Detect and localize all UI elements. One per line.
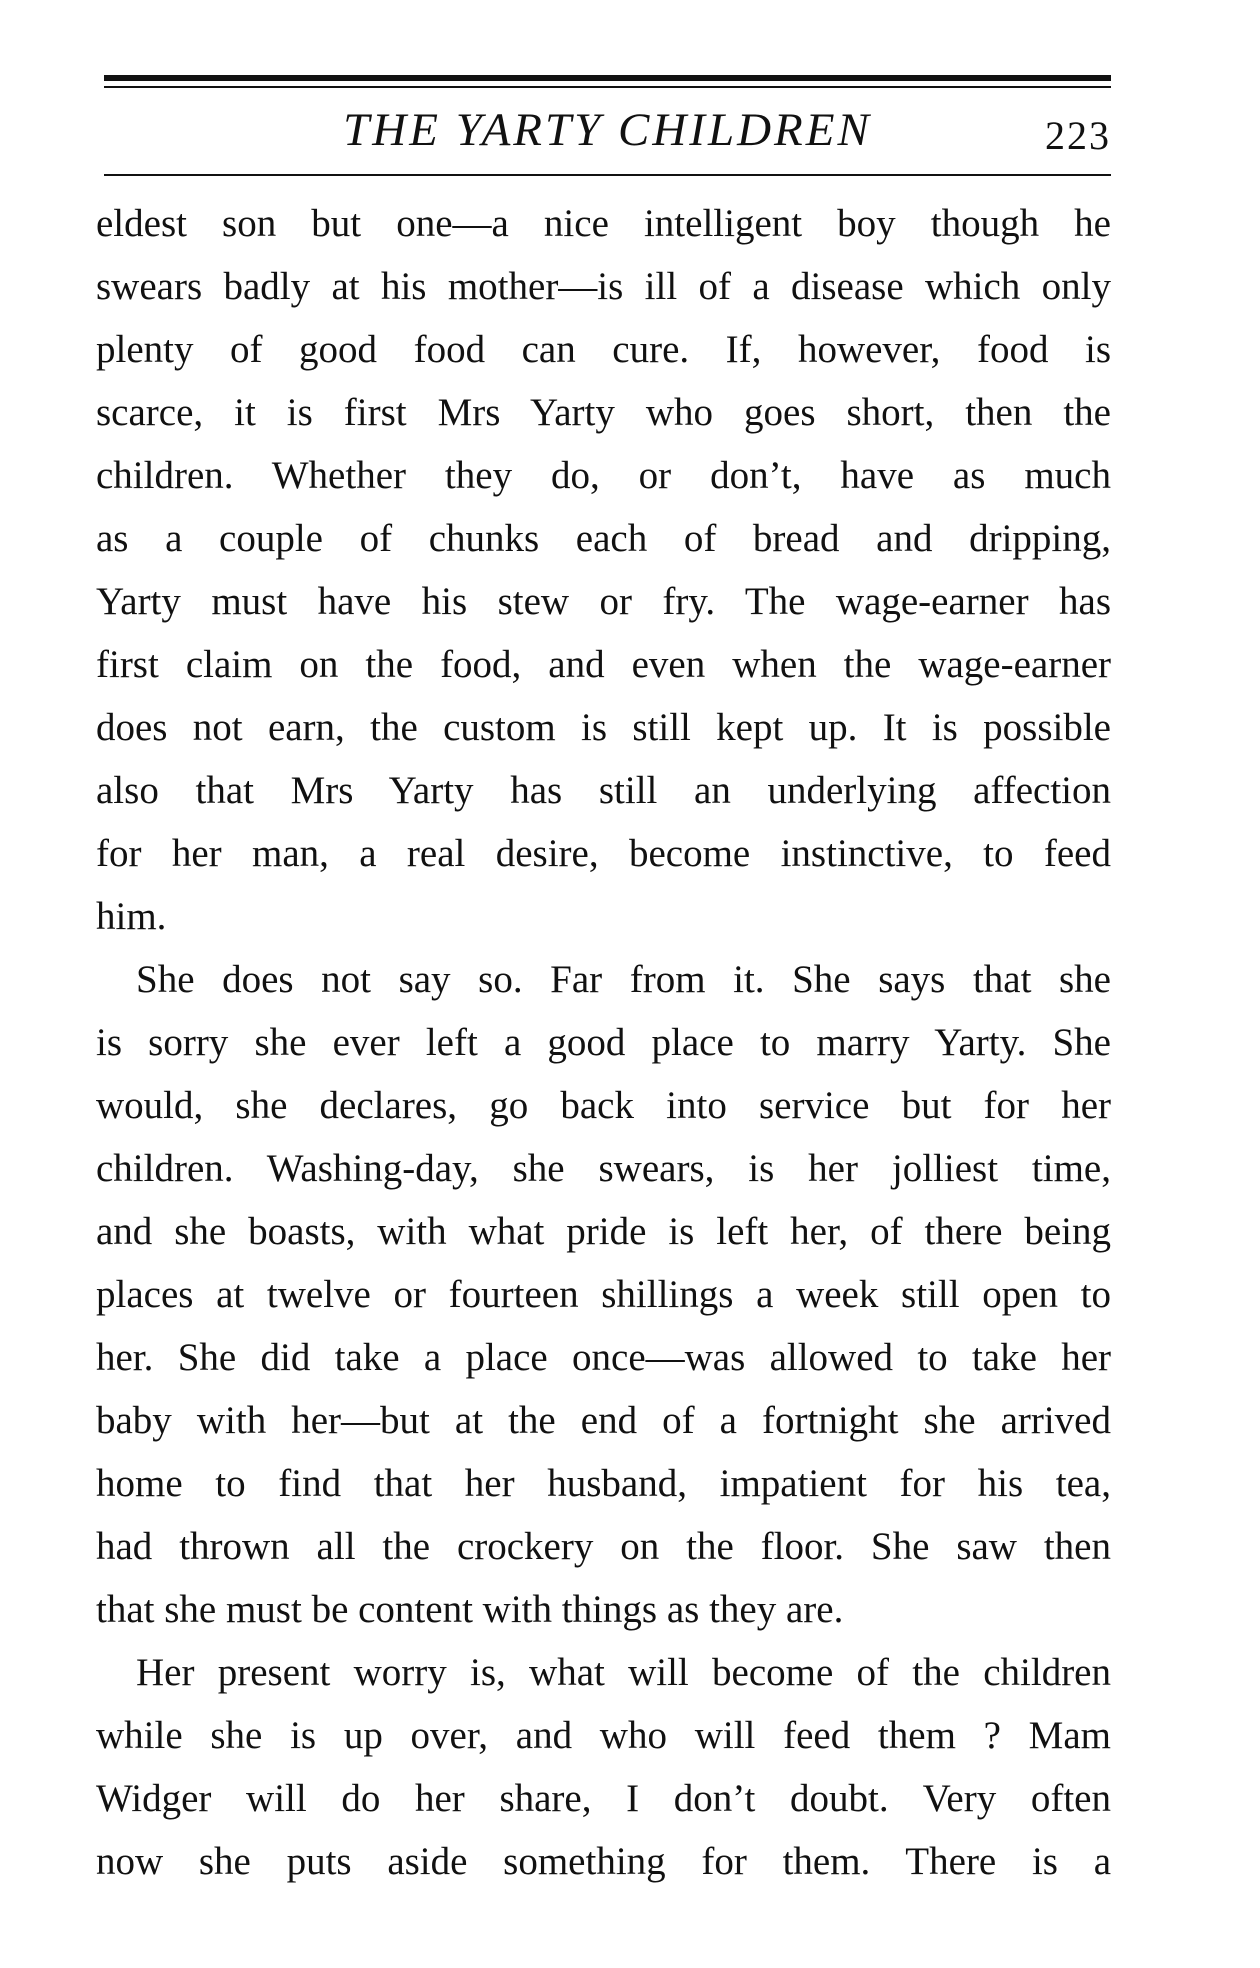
text-line: is sorry she ever left a good place to marry Yarty. She — [96, 1021, 1111, 1064]
text-line: She does not say so. Far from it. She says that she — [136, 958, 1111, 1001]
text-line: scarce, it is first Mrs Yarty who goes short, then the — [96, 391, 1111, 434]
text-line: for her man, a real desire, become instinctive, to feed — [96, 832, 1111, 875]
text-line: Yarty must have his stew or fry. The wage-earner has — [96, 580, 1111, 623]
text-line: baby with her—but at the end of a fortnight she arrived — [96, 1399, 1111, 1442]
text-line: also that Mrs Yarty has still an underlying affection — [96, 769, 1111, 812]
text-line: swears badly at his mother—is ill of a disease which only — [96, 265, 1111, 308]
text-line: Her present worry is, what will become of the children — [136, 1651, 1111, 1694]
text-line: as a couple of chunks each of bread and dripping, — [96, 517, 1111, 560]
text-line: home to find that her husband, impatient for his tea, — [96, 1462, 1111, 1505]
text-line: children. Washing-day, she swears, is her jolliest time, — [96, 1147, 1111, 1190]
text-line: Widger will do her share, I don’t doubt. Very often — [96, 1777, 1111, 1820]
running-header — [104, 100, 1111, 170]
running-title: THE YARTY CHILDREN — [343, 104, 872, 156]
body-text — [96, 192, 1111, 1893]
text-line: children. Whether they do, or don’t, have as much — [96, 454, 1111, 497]
header-rule-thin — [104, 86, 1111, 88]
text-line: had thrown all the crockery on the floor. She saw then — [96, 1525, 1111, 1568]
text-line: plenty of good food can cure. If, however, food is — [96, 328, 1111, 371]
text-line: him. — [96, 895, 167, 938]
text-line: eldest son but one—a nice intelligent boy though he — [96, 202, 1111, 245]
text-line: now she puts aside something for them. There is a — [96, 1840, 1111, 1883]
text-line: does not earn, the custom is still kept up. It is possible — [96, 706, 1111, 749]
text-line: her. She did take a place once—was allowed to take her — [96, 1336, 1111, 1379]
page-number: 223 — [1045, 113, 1111, 158]
header-rule-thick — [104, 75, 1111, 81]
text-line: that she must be content with things as they are. — [96, 1588, 844, 1631]
text-line: while she is up over, and who will feed them ? Mam — [96, 1714, 1111, 1757]
text-line: places at twelve or fourteen shillings a week still open to — [96, 1273, 1111, 1316]
header-rule-bottom — [104, 174, 1111, 176]
text-line: and she boasts, with what pride is left her, of there being — [96, 1210, 1111, 1253]
text-line: first claim on the food, and even when the wage-earner — [96, 643, 1111, 686]
text-line: would, she declares, go back into service but for her — [96, 1084, 1111, 1127]
